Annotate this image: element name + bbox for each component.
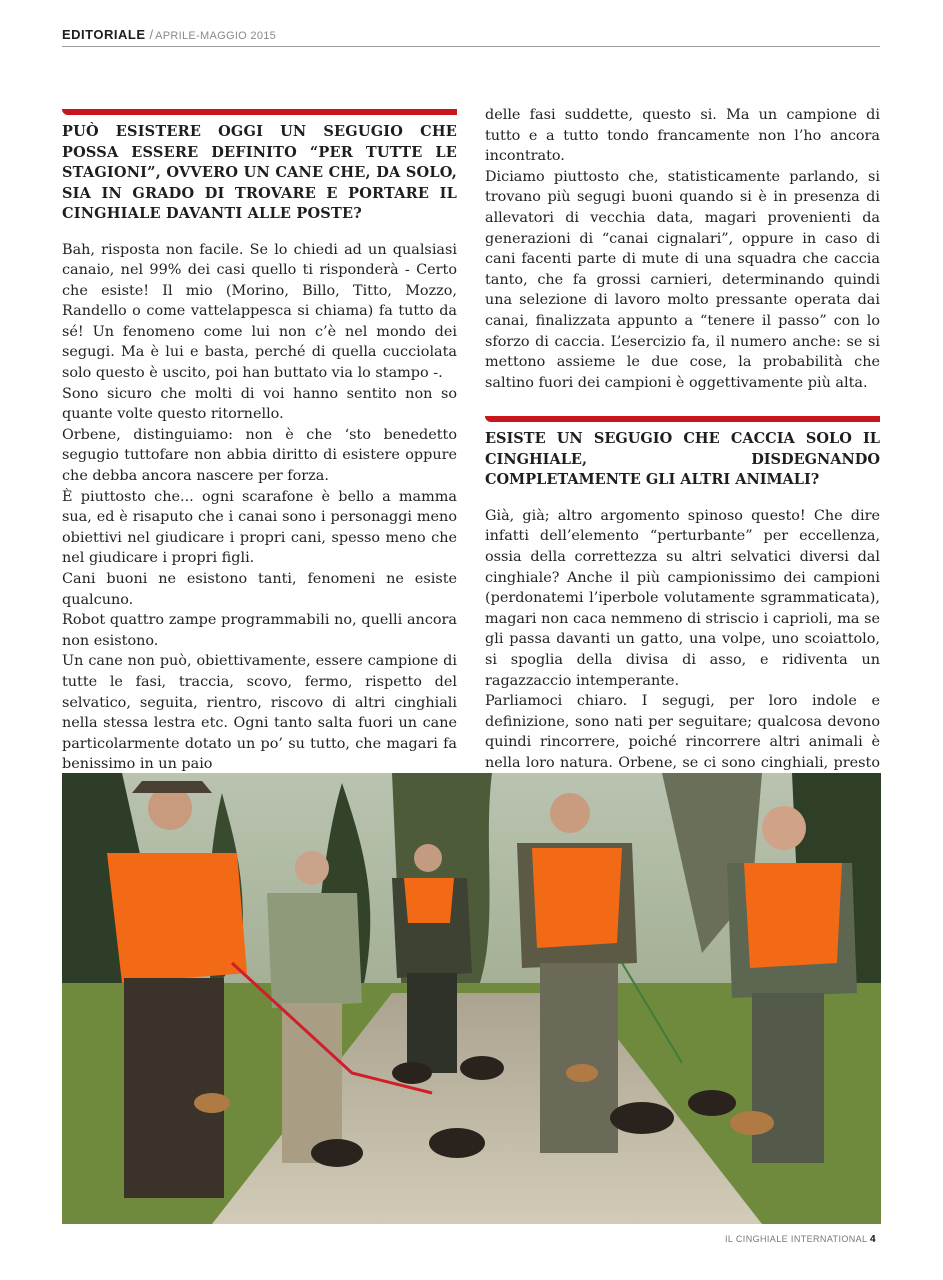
page-header: [62, 26, 880, 47]
answer-body-2: [485, 506, 880, 815]
issue-date: APRILE-MAGGIO 2015: [155, 30, 277, 42]
question-rule: [485, 416, 880, 422]
paragraph: Sono sicuro che molti di voi hanno sentito non so quante volte questo ritornello.: [62, 385, 457, 423]
page-number: 4: [870, 1234, 876, 1245]
paragraph: Un cane non può, obiettivamente, essere campione di tutte le fasi, traccia, scovo, fermo, rispetto del selvatico, seguita, rientro, riscovo di altri cinghiali nella stessa lestra etc. Ogni tanto salta fuori un cane particolarmente dotato un po’ su tutto, che magari fa benissimo in un paio: [62, 653, 457, 773]
right-column: [485, 105, 880, 815]
question-rule: [62, 109, 457, 115]
paragraph: È piuttosto che... ogni scarafone è bello a mamma sua, ed è risaputo che i canai sono i personaggi meno obiettivi nel giudicare i propri cani, spesso meno che nel giudicare i propri figli.: [62, 488, 457, 567]
paragraph: Diciamo piuttosto che, statisticamente parlando, si trovano più segugi buoni quando si è in presenza di allevatori di vecchia data, magari provenienti da generazioni di “canai cignalari”, oppure in caso di cani facenti parte di mute di una squadra che caccia tanto, che fa grossi carnieri, determinando quindi una selezione di lavoro molto pressante operata dai canai, finalizzata appunto a “tenere il passo” con lo sforzo di caccia. L’esercizio fa, il numero anche: se si mettono assieme le due cose, la probabilità che saltino fuori dei campioni è oggettivamente più alta.: [485, 168, 880, 391]
paragraph: Già, già; altro argomento spinoso questo! Che dire infatti dell’elemento “perturbante” per eccellenza, ossia della correttezza su altri selvatici diversi dal cinghiale? Anche il più campionissimo dei campioni (perdonatemi l’iperbole volutamente sgrammaticata), magari non caca nemmeno di striscio i caprioli, ma se gli passa davanti un gatto, una volpe, uno scoiattolo, si spoglia della divisa di asso, e ridiventa un ragazzaccio intemperante.: [485, 507, 880, 689]
header-separator: /: [149, 27, 154, 42]
paragraph: Robot quattro zampe programmabili no, quelli ancora non esistono.: [62, 612, 457, 649]
magazine-name: IL CINGHIALE INTERNATIONAL: [725, 1234, 868, 1244]
page-footer: [725, 1234, 876, 1245]
section-name: EDITORIALE: [62, 27, 146, 42]
question-heading-1: PUÒ ESISTERE OGGI UN SEGUGIO CHE POSSA ESSERE DEFINITO “PER TUTTE LE STAGIONI”, OVVERO UN CANE CHE, DA SOLO, SIA IN GRADO DI TROVARE E PORTARE IL CINGHIALE DAVANTI ALLE POSTE?: [62, 123, 457, 222]
question-heading-2: ESISTE UN SEGUGIO CHE CACCIA SOLO IL CINGHIALE, DISDEGNANDO COMPLETAMENTE GLI ALTRI ANIMALI?: [485, 430, 880, 489]
answer-body-1-continued: [485, 105, 880, 393]
paragraph: Parliamoci chiaro. I segugi, per loro indole e definizione, sono nati per seguitare; qualcosa devono quindi rincorrere, poiché rincorrere altri animali è nella loro natura. Orbene, se ci sono cinghiali, presto: [485, 693, 880, 771]
hunters-with-dogs-photo: [62, 773, 881, 1224]
paragraph: Orbene, distinguiamo: non è che ‘sto benedetto segugio tuttofare non abbia diritto di esistere oppure che debba ancora nascere per forza.: [62, 426, 457, 485]
paragraph: Cani buoni ne esistono tanti, fenomeni ne esiste qualcuno.: [62, 571, 457, 608]
paragraph: delle fasi suddette, questo si. Ma un campione di tutto e a tutto tondo francamente non l’ho ancora incontrato.: [485, 107, 880, 165]
paragraph: Bah, risposta non facile. Se lo chiedi ad un qualsiasi canaio, nel 99% dei casi quello ti risponderà - Certo che esiste! Il mio (Morino, Billo, Titto, Mozzo, Randello o come vattelappesca si chiama) fa tutto da sé! Un fenomeno come lui non c’è nel mondo dei segugi. Ma è lui e basta, perché di quella cucciolata solo questo è uscito, poi han buttato via lo stampo -.: [62, 241, 457, 382]
answer-body-1: [62, 240, 457, 775]
left-column: [62, 105, 457, 775]
